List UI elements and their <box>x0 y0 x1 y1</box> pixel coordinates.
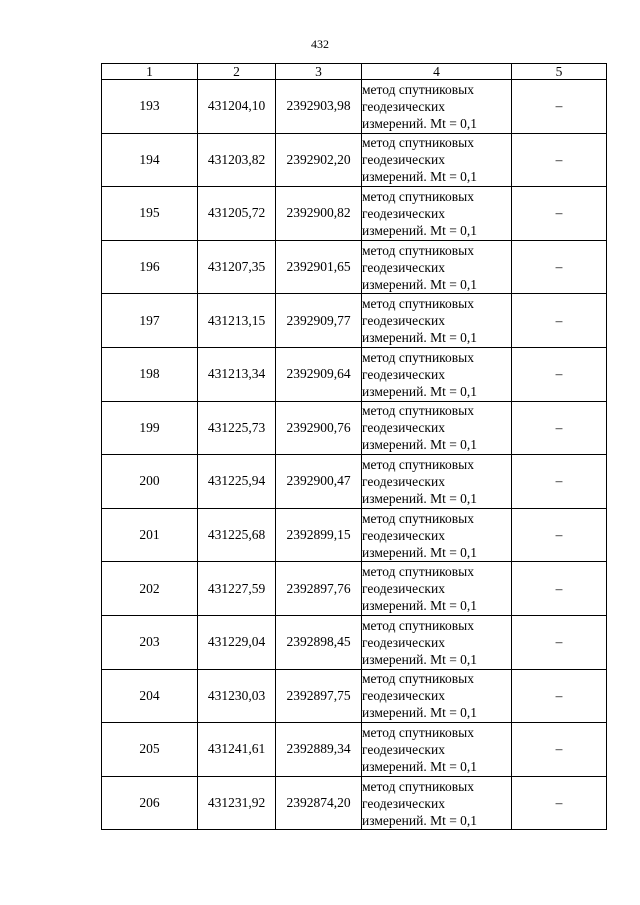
method-line: геодезических <box>362 741 445 757</box>
y-coordinate-cell: 2392897,76 <box>276 562 362 616</box>
method-line: метод спутниковых <box>362 456 474 472</box>
point-number-cell: 206 <box>102 776 198 830</box>
table-row <box>102 723 607 777</box>
method-line: измерений. Mt = 0,1 <box>362 437 478 453</box>
point-number-cell: 197 <box>102 294 198 348</box>
page-number: 432 <box>311 37 329 51</box>
point-number-cell: 195 <box>102 187 198 241</box>
method-line: измерений. Mt = 0,1 <box>362 705 478 721</box>
header-col-4: 4 <box>362 64 512 80</box>
x-coordinate-cell: 431241,61 <box>198 723 276 777</box>
column-5-cell: – <box>512 508 607 562</box>
column-5-cell: – <box>512 187 607 241</box>
method-line: метод спутниковых <box>362 617 474 633</box>
x-coordinate-cell: 431230,03 <box>198 669 276 723</box>
method-line: измерений. Mt = 0,1 <box>362 758 478 774</box>
method-line: геодезических <box>362 205 445 221</box>
column-5-cell: – <box>512 615 607 669</box>
header-col-1: 1 <box>102 64 198 80</box>
method-line: геодезических <box>362 795 445 811</box>
method-cell <box>362 187 512 241</box>
x-coordinate-cell: 431225,73 <box>198 401 276 455</box>
x-coordinate-cell: 431231,92 <box>198 776 276 830</box>
table-row <box>102 615 607 669</box>
point-number-cell: 199 <box>102 401 198 455</box>
point-number-cell: 193 <box>102 80 198 134</box>
method-cell <box>362 401 512 455</box>
x-coordinate-cell: 431229,04 <box>198 615 276 669</box>
method-line: метод спутниковых <box>362 403 474 419</box>
method-line: метод спутниковых <box>362 188 474 204</box>
method-line: измерений. Mt = 0,1 <box>362 490 478 506</box>
method-cell <box>362 669 512 723</box>
method-line: геодезических <box>362 259 445 275</box>
y-coordinate-cell: 2392900,76 <box>276 401 362 455</box>
method-cell <box>362 133 512 187</box>
method-line: геодезических <box>362 98 445 114</box>
table-body <box>102 80 607 830</box>
point-number-cell: 203 <box>102 615 198 669</box>
method-line: измерений. Mt = 0,1 <box>362 651 478 667</box>
method-line: измерений. Mt = 0,1 <box>362 383 478 399</box>
method-cell <box>362 723 512 777</box>
method-line: геодезических <box>362 366 445 382</box>
column-5-cell: – <box>512 455 607 509</box>
column-5-cell: – <box>512 401 607 455</box>
method-line: метод спутниковых <box>362 81 474 97</box>
x-coordinate-cell: 431225,94 <box>198 455 276 509</box>
method-cell <box>362 294 512 348</box>
y-coordinate-cell: 2392902,20 <box>276 133 362 187</box>
method-line: измерений. Mt = 0,1 <box>362 115 478 131</box>
method-line: геодезических <box>362 420 445 436</box>
column-5-cell: – <box>512 347 607 401</box>
table-header-row <box>102 64 607 80</box>
method-line: измерений. Mt = 0,1 <box>362 598 478 614</box>
table-row <box>102 401 607 455</box>
x-coordinate-cell: 431213,34 <box>198 347 276 401</box>
method-line: измерений. Mt = 0,1 <box>362 169 478 185</box>
y-coordinate-cell: 2392898,45 <box>276 615 362 669</box>
method-line: геодезических <box>362 581 445 597</box>
table-row <box>102 80 607 134</box>
method-line: геодезических <box>362 634 445 650</box>
method-line: геодезических <box>362 688 445 704</box>
table-row <box>102 133 607 187</box>
x-coordinate-cell: 431203,82 <box>198 133 276 187</box>
method-line: измерений. Mt = 0,1 <box>362 276 478 292</box>
y-coordinate-cell: 2392900,47 <box>276 455 362 509</box>
point-number-cell: 196 <box>102 240 198 294</box>
method-cell <box>362 508 512 562</box>
method-cell <box>362 776 512 830</box>
point-number-cell: 194 <box>102 133 198 187</box>
x-coordinate-cell: 431225,68 <box>198 508 276 562</box>
method-line: метод спутниковых <box>362 510 474 526</box>
method-line: геодезических <box>362 473 445 489</box>
method-line: геодезических <box>362 313 445 329</box>
y-coordinate-cell: 2392897,75 <box>276 669 362 723</box>
table-row <box>102 294 607 348</box>
x-coordinate-cell: 431205,72 <box>198 187 276 241</box>
header-col-5: 5 <box>512 64 607 80</box>
method-line: метод спутниковых <box>362 724 474 740</box>
table-row <box>102 347 607 401</box>
y-coordinate-cell: 2392889,34 <box>276 723 362 777</box>
method-line: геодезических <box>362 527 445 543</box>
x-coordinate-cell: 431204,10 <box>198 80 276 134</box>
method-cell <box>362 455 512 509</box>
y-coordinate-cell: 2392909,64 <box>276 347 362 401</box>
y-coordinate-cell: 2392899,15 <box>276 508 362 562</box>
method-line: метод спутниковых <box>362 242 474 258</box>
method-cell <box>362 347 512 401</box>
method-line: метод спутниковых <box>362 671 474 687</box>
y-coordinate-cell: 2392900,82 <box>276 187 362 241</box>
header-col-2: 2 <box>198 64 276 80</box>
point-number-cell: 198 <box>102 347 198 401</box>
method-line: измерений. Mt = 0,1 <box>362 544 478 560</box>
method-line: метод спутниковых <box>362 135 474 151</box>
method-cell <box>362 615 512 669</box>
table-row <box>102 240 607 294</box>
y-coordinate-cell: 2392903,98 <box>276 80 362 134</box>
column-5-cell: – <box>512 133 607 187</box>
method-cell <box>362 80 512 134</box>
table-row <box>102 455 607 509</box>
method-cell <box>362 562 512 616</box>
y-coordinate-cell: 2392909,77 <box>276 294 362 348</box>
y-coordinate-cell: 2392901,65 <box>276 240 362 294</box>
table-row <box>102 508 607 562</box>
header-col-3: 3 <box>276 64 362 80</box>
point-number-cell: 200 <box>102 455 198 509</box>
table-row <box>102 669 607 723</box>
column-5-cell: – <box>512 776 607 830</box>
y-coordinate-cell: 2392874,20 <box>276 776 362 830</box>
method-line: метод спутниковых <box>362 349 474 365</box>
x-coordinate-cell: 431227,59 <box>198 562 276 616</box>
method-line: измерений. Mt = 0,1 <box>362 222 478 238</box>
point-number-cell: 204 <box>102 669 198 723</box>
method-line: измерений. Mt = 0,1 <box>362 330 478 346</box>
x-coordinate-cell: 431207,35 <box>198 240 276 294</box>
table-row <box>102 187 607 241</box>
method-line: метод спутниковых <box>362 564 474 580</box>
point-number-cell: 205 <box>102 723 198 777</box>
point-number-cell: 201 <box>102 508 198 562</box>
method-cell <box>362 240 512 294</box>
point-number-cell: 202 <box>102 562 198 616</box>
method-line: измерений. Mt = 0,1 <box>362 812 478 828</box>
column-5-cell: – <box>512 240 607 294</box>
column-5-cell: – <box>512 562 607 616</box>
table-row <box>102 562 607 616</box>
column-5-cell: – <box>512 294 607 348</box>
x-coordinate-cell: 431213,15 <box>198 294 276 348</box>
method-line: метод спутниковых <box>362 778 474 794</box>
column-5-cell: – <box>512 723 607 777</box>
column-5-cell: – <box>512 80 607 134</box>
coordinates-table <box>101 63 607 830</box>
method-line: геодезических <box>362 152 445 168</box>
table-row <box>102 776 607 830</box>
method-line: метод спутниковых <box>362 296 474 312</box>
column-5-cell: – <box>512 669 607 723</box>
